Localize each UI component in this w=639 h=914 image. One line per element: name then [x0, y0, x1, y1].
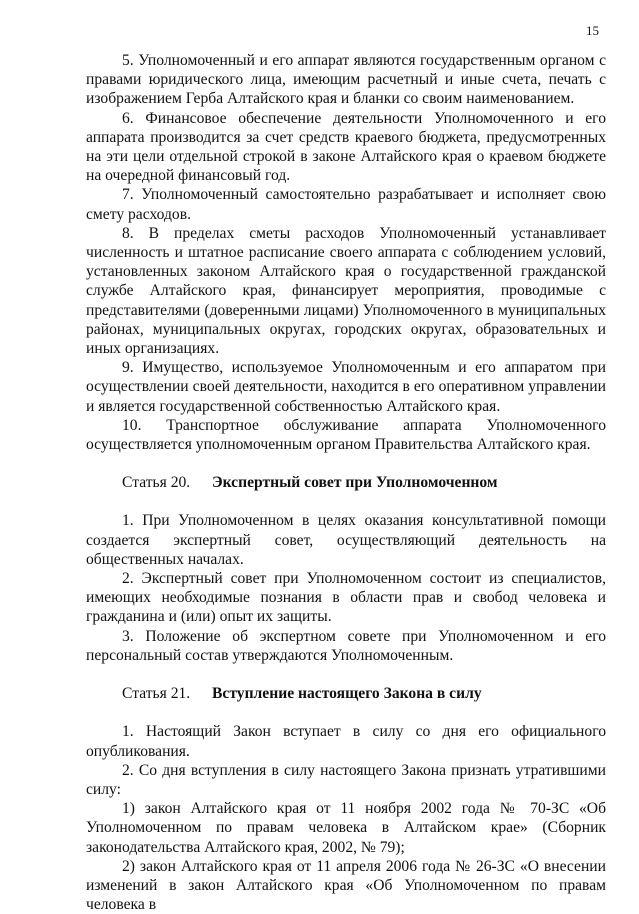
article-20 [86, 473, 606, 665]
article-21 [86, 684, 606, 914]
article-label: Статья 20. [122, 474, 191, 492]
article-21-item-1: 1) закон Алтайского края от 11 ноября 2002 года № 70-ЗС «Об Уполномоченном по правам человека в Алтайском крае» (Сборник законодательства Алтайского края, 2002, № 79); [86, 800, 606, 856]
article-21-item-2: 2) закон Алтайского края от 11 апреля 2006 года № 26-ЗС «О внесении изменений в закон Алтайского края «Об Уполномоченном по правам человека в [86, 857, 606, 914]
article-title: Экспертный совет при Уполномоченном [212, 474, 498, 492]
paragraph-8: 8. В пределах сметы расходов Уполномоченный устанавливает численность и штатное расписание своего аппарата с соблюдением условий, установленных законом Алтайского края о государственной гражданской службе Алтайского края, финансирует мероприятия, проводимые с представителями (доверенными лицами) Уполномоченного в муниципальных районах, муниципальных округах, городских округах, образовательных и иных организациях. [86, 224, 606, 358]
document-body [86, 51, 606, 914]
article-21-paragraph-2: 2. Со дня вступления в силу настоящего Закона признать утратившими силу: [86, 761, 606, 798]
article-20-paragraph-1: 1. При Уполномоченном в целях оказания консультативной помощи создается экспертный совет, осуществляющий деятельность на общественных началах. [86, 512, 606, 568]
article-20-paragraph-2: 2. Экспертный совет при Уполномоченном состоит из специалистов, имеющих необходимые познания в области прав и свобод человека и гражданина и (или) опыт их защиты. [86, 570, 606, 626]
article-title: Вступление настоящего Закона в силу [212, 685, 482, 703]
article-label: Статья 21. [122, 685, 191, 703]
article-heading [86, 684, 606, 703]
section-paragraphs [86, 51, 606, 454]
paragraph-6: 6. Финансовое обеспечение деятельности Уполномоченного и его аппарата производится за счет средств краевого бюджета, предусмотренных на эти цели отдельной строкой в законе Алтайского края о краевом бюджете на очередной финансовый год. [86, 109, 606, 185]
article-21-paragraph-1: 1. Настоящий Закон вступает в силу со дня его официального опубликования. [86, 723, 606, 760]
article-heading [86, 473, 606, 492]
paragraph-10: 10. Транспортное обслуживание аппарата Уполномоченного осуществляется уполномоченным органом Правительства Алтайского края. [86, 416, 606, 454]
page-number: 15 [586, 23, 599, 38]
paragraph-7: 7. Уполномоченный самостоятельно разрабатывает и исполняет свою смету расходов. [86, 186, 606, 223]
paragraph-5: 5. Уполномоченный и его аппарат являются государственным органом с правами юридического лица, имеющим расчетный и иные счета, печать с изображением Герба Алтайского края и бланки со своим наименованием. [86, 52, 606, 108]
article-20-paragraph-3: 3. Положение об экспертном совете при Уполномоченном и его персональный состав утверждаются Уполномоченным. [86, 627, 606, 664]
paragraph-9: 9. Имущество, используемое Уполномоченным и его аппаратом при осуществлении своей деятельности, находится в его оперативном управлении и является государственной собственностью Алтайского края. [86, 359, 606, 415]
